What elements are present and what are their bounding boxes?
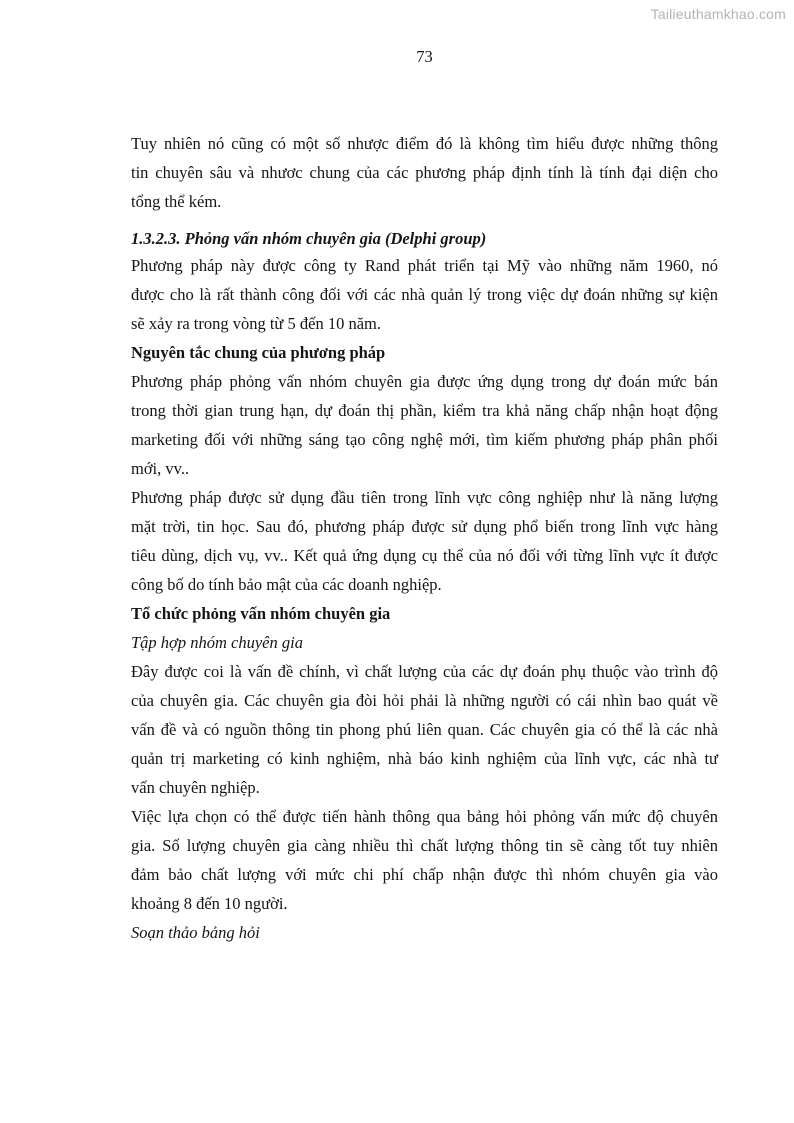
text-line: Tuy nhiên nó cũng có một số nhược điểm đó là không tìm hiểu được những thông	[131, 134, 718, 153]
questionnaire-subheading: Soạn thảo bảng hỏi	[131, 923, 260, 942]
text-line: tiêu dùng, dịch vụ, vv.. Kết quả ứng dụng cụ thể của nó đối với từng lĩnh vực ít được	[131, 546, 718, 565]
text-line: vấn đề và có nguồn thông tin phong phú liên quan. Các chuyên gia có thể là các nhà	[131, 720, 718, 739]
text-line: mặt trời, tin học. Sau đó, phương pháp được sử dụng phổ biến trong lĩnh vực hàng	[131, 517, 718, 536]
gather-subheading: Tập hợp nhóm chuyên gia	[131, 633, 303, 652]
text-line: tin chuyên sâu và nhươc chung của các phương pháp định tính là tính đại diện cho	[131, 163, 718, 182]
text-line: Việc lựa chọn có thể được tiến hành thông qua bảng hỏi phỏng vấn mức độ chuyên	[131, 807, 718, 826]
text-line: được cho là rất thành công đối với các nhà quản lý trong việc dự đoán những sự kiện	[131, 285, 718, 304]
text-line: marketing đối với những sáng tạo công nghệ mới, tìm kiếm phương pháp phân phối	[131, 430, 718, 449]
intro-paragraph	[131, 129, 718, 216]
text-line: Phương pháp được sử dụng đầu tiên trong lĩnh vực công nghiệp như là năng lượng	[131, 488, 718, 507]
text-line: Đây được coi là vấn đề chính, vì chất lượng của các dự đoán phụ thuộc vào trình độ	[131, 662, 718, 681]
gather-paragraph-1	[131, 657, 718, 802]
text-line: khoảng 8 đến 10 người.	[131, 894, 288, 913]
text-line: Phương pháp này được công ty Rand phát triển tại Mỹ vào những năm 1960, nó	[131, 256, 718, 275]
text-line: công bố do tính bảo mật của các doanh nghiệp.	[131, 575, 442, 594]
principle-paragraph-1	[131, 367, 718, 483]
text-line: mới, vv..	[131, 459, 190, 478]
principle-heading: Nguyên tắc chung của phương pháp	[131, 343, 386, 362]
text-line: tổng thể kém.	[131, 192, 222, 211]
watermark: Tailieuthamkhao.com	[650, 6, 786, 22]
principle-paragraph-2	[131, 483, 718, 599]
document-body	[131, 129, 718, 947]
organization-heading: Tổ chức phỏng vấn nhóm chuyên gia	[131, 604, 391, 623]
page-number: 73	[416, 47, 433, 66]
text-line: gia. Số lượng chuyên gia càng nhiều thì chất lượng thông tin sẽ càng tốt tuy nhiên	[131, 836, 718, 855]
text-line: của chuyên gia. Các chuyên gia đòi hỏi phải là những người có cái nhìn bao quát về	[131, 691, 718, 710]
text-line: Phương pháp phỏng vấn nhóm chuyên gia được ứng dụng trong dự đoán mức bán	[131, 372, 718, 391]
text-line: sẽ xảy ra trong vòng từ 5 đến 10 năm.	[131, 314, 381, 333]
gather-paragraph-2	[131, 802, 718, 918]
text-line: quản trị marketing có kinh nghiệm, nhà báo kinh nghiệm của lĩnh vực, các nhà tư	[131, 749, 718, 768]
section-heading: 1.3.2.3. Phỏng vấn nhóm chuyên gia (Delphi group)	[131, 229, 487, 248]
text-line: đảm bảo chất lượng với mức chi phí chấp nhận được thì nhóm chuyên gia vào	[131, 865, 718, 884]
text-line: vấn chuyên nghiệp.	[131, 778, 260, 797]
section-intro-paragraph	[131, 251, 718, 338]
text-line: trong thời gian trung hạn, dự đoán thị phần, kiểm tra khả năng chấp nhận hoạt động	[131, 401, 718, 420]
